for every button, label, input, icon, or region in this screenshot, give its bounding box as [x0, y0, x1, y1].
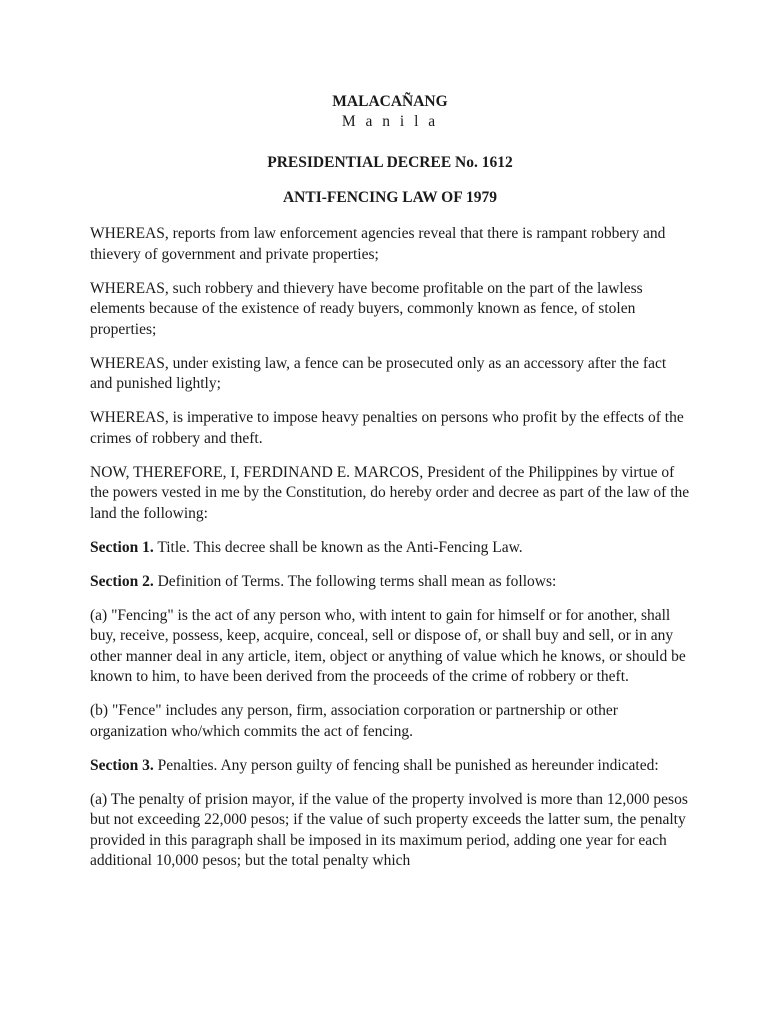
decree-number: PRESIDENTIAL DECREE No. 1612: [267, 154, 513, 171]
section-3-item-a: (a) The penalty of prision mayor, if the value of the property involved is more than 12,000 pesos but not exceeding 22,000 pesos; if the value of such property exceeds the latter sum, the penalty provided in this paragraph shall be imposed in its maximum period, adding one year for each additional 10,000 pesos; but the total penalty which: [90, 790, 688, 869]
section-2-item-a: (a) "Fencing" is the act of any person who, with intent to gain for himself or for another, shall buy, receive, possess, keep, acquire, conceal, sell or dispose of, or shall buy and sell, or in any other manner deal in any article, item, object or anything of value which he knows, or should be known to him, to have been derived from the proceeds of the crime of robbery or theft.: [90, 606, 686, 685]
office-heading: MALACAÑANG: [332, 93, 448, 110]
enacting-clause: NOW, THEREFORE, I, FERDINAND E. MARCOS, President of the Philippines by virtue of the powers vested in me by the Constitution, do hereby order and decree as part of the law of the land the following:: [90, 463, 690, 522]
section-1-label: Section 1.: [90, 538, 154, 556]
section-2-text: Definition of Terms. The following terms shall mean as follows:: [153, 572, 557, 590]
section-2-item-b: (b) "Fence" includes any person, firm, association corporation or partnership or other organization who/which commits the act of fencing.: [90, 702, 618, 740]
section-2-label: Section 2.: [90, 572, 154, 590]
section-3-text: Penalties. Any person guilty of fencing shall be punished as hereunder indicated:: [153, 756, 659, 774]
whereas-clause-2: WHEREAS, such robbery and thievery have become profitable on the part of the lawless elements because of the existence of ready buyers, commonly known as fence, of stolen properties;: [90, 279, 643, 338]
whereas-clause-4: WHEREAS, is imperative to impose heavy penalties on persons who profit by the effects of the crimes of robbery and theft.: [90, 409, 684, 447]
document-page: [90, 92, 690, 885]
city-heading: M a n i l a: [341, 113, 439, 130]
decree-body: [90, 224, 690, 872]
section-1: [90, 538, 690, 559]
law-title: ANTI-FENCING LAW OF 1979: [282, 189, 497, 206]
section-2: [90, 572, 690, 593]
whereas-clause-1: WHEREAS, reports from law enforcement agencies reveal that there is rampant robbery and thievery of government and private properties;: [90, 225, 666, 263]
section-3: [90, 756, 690, 777]
whereas-clause-3: WHEREAS, under existing law, a fence can be prosecuted only as an accessory after the fact and punished lightly;: [90, 354, 667, 392]
section-3-label: Section 3.: [90, 756, 154, 774]
section-1-text: Title. This decree shall be known as the Anti-Fencing Law.: [153, 538, 523, 556]
